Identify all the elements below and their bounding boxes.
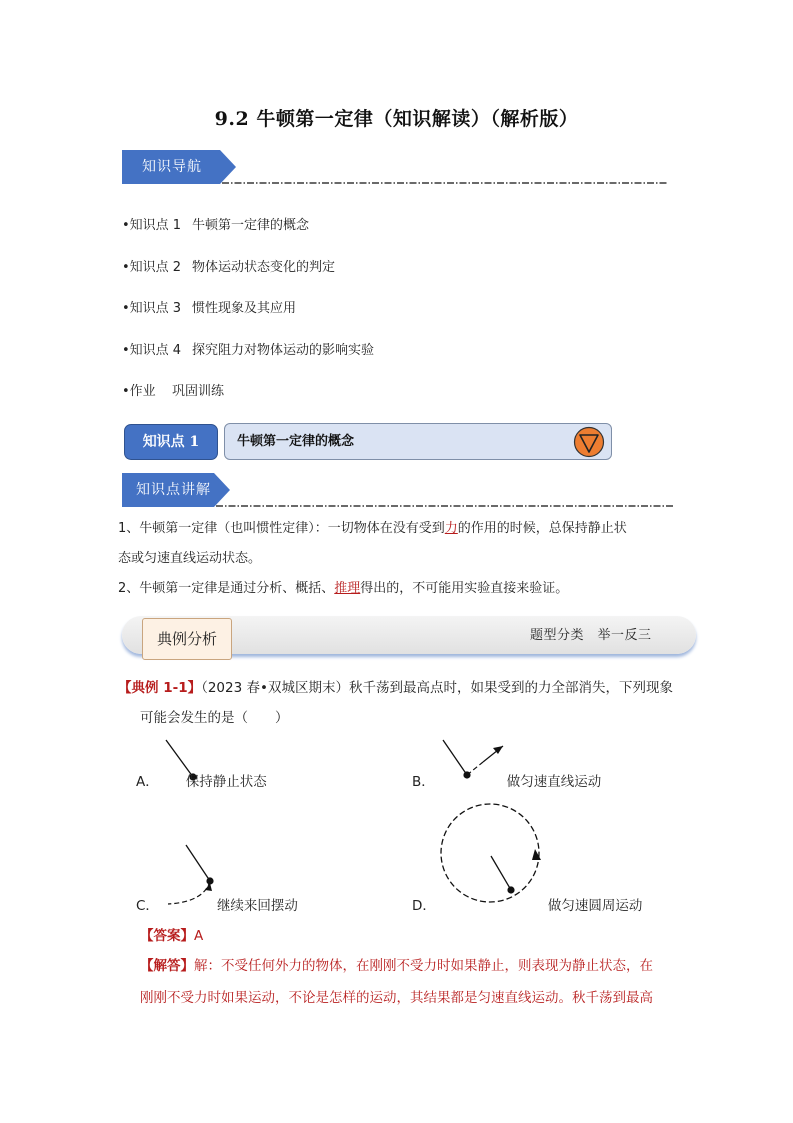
page-title: 9.2 牛顿第一定律（知识解读）（解析版） [214, 108, 579, 130]
solution-text: 【解答】解：不受任何外力的物体，在刚刚不受力时如果静止，则表现为静止状态，在 刚刚不受力时如果运动，不论是怎样的运动，其结果都是匀速直线运动。秋千荡到最高 [140, 958, 653, 1006]
keyword-reasoning: 推理 [334, 581, 361, 596]
option-b[interactable]: B． 做匀速直线运动 [412, 774, 602, 790]
solution-tag: 【解答】 [140, 958, 194, 974]
option-c[interactable]: C． 继续来回摆动 [136, 898, 298, 914]
nav-item-4[interactable]: •知识点 4 探究阻力对物体运动的影响实验 [122, 343, 375, 358]
nav-ribbon-shape [122, 150, 667, 184]
triangle-down-icon[interactable] [573, 426, 605, 458]
option-a[interactable]: A． 保持静止状态 [136, 774, 267, 790]
nav-ribbon [122, 150, 667, 184]
explain-ribbon [122, 473, 674, 507]
answer-tag: 【答案】 [140, 928, 194, 944]
kp1-title: 牛顿第一定律的概念 [237, 434, 355, 449]
example-category: 题型分类 举一反三 [530, 628, 652, 643]
answer-value: A [194, 928, 204, 944]
nav-item-1[interactable]: •知识点 1 牛顿第一定律的概念 [122, 218, 310, 233]
option-d[interactable]: D． 做匀速圆周运动 [412, 898, 643, 914]
nav-item-3[interactable]: •知识点 3 惯性现象及其应用 [122, 301, 297, 316]
explain-paragraph-2: 2、牛顿第一定律是通过分析、概括、推理得出的，不可能用实验直接来验证。 [118, 581, 569, 596]
kp1-label: 知识点 1 [124, 424, 218, 460]
question-tag: 【典例 1-1】 [118, 680, 202, 696]
example-tab: 典例分析 [142, 618, 232, 660]
nav-item-homework[interactable]: •作业 巩固训练 [122, 384, 225, 399]
nav-ribbon-label: 知识导航 [142, 159, 202, 175]
kp1-title-bar [224, 423, 612, 460]
explain-ribbon-label: 知识点讲解 [136, 482, 211, 498]
answer-line [140, 924, 203, 944]
question-line-1: 【典例 1-1】（2023 春•双城区期末）秋千荡到最高点时，如果受到的力全部消失，下列现象 [118, 680, 673, 696]
question-line-2: 可能会发生的是（ ） [140, 710, 289, 726]
explain-paragraph-1: 1、牛顿第一定律（也叫惯性定律）：一切物体在没有受到力的作用的时候，总保持静止状 态或匀速直线运动状态。 [118, 521, 627, 566]
nav-item-2[interactable]: •知识点 2 物体运动状态变化的判定 [122, 260, 336, 275]
keyword-force: 力 [444, 521, 458, 536]
